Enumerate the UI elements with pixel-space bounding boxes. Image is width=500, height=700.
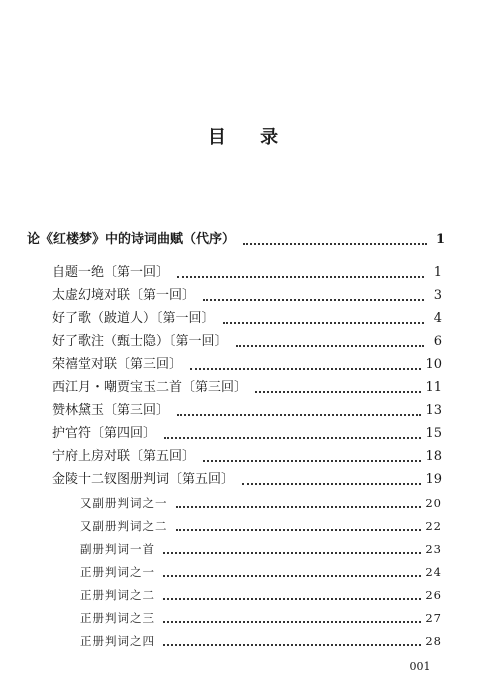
toc-leader-dots (223, 322, 424, 324)
toc-entry-page: 11 (425, 380, 442, 395)
toc-entry-page: 28 (425, 634, 442, 648)
toc-leader-dots (163, 598, 421, 600)
toc-leader-dots (242, 483, 421, 485)
toc-leader-dots (177, 414, 421, 416)
toc-entry-page: 20 (425, 496, 442, 510)
toc-subentry (80, 517, 442, 535)
toc-leader-dots (163, 621, 421, 623)
toc-entry (52, 448, 442, 466)
toc-entry (52, 333, 442, 351)
toc-entry (52, 264, 442, 282)
toc-subentry (80, 586, 442, 604)
toc-entry (52, 379, 442, 397)
toc-entry-page: 4 (433, 311, 442, 326)
toc-leader-dots (163, 552, 421, 554)
toc-entry-page: 24 (425, 565, 442, 579)
toc-entry (52, 287, 442, 305)
toc-entry (52, 402, 442, 420)
toc-subentry (80, 540, 442, 558)
toc-entry-title: 宁府上房对联〔第五回〕 (52, 449, 196, 464)
toc-entry-page: 13 (425, 403, 442, 418)
toc-leader-dots (203, 299, 424, 301)
toc-leader-dots (176, 529, 422, 531)
toc-leader-dots (203, 460, 421, 462)
toc-entry-title: 正册判词之二 (80, 588, 155, 602)
toc-entry-page: 1 (435, 232, 445, 247)
toc-entry-title: 正册判词之四 (80, 634, 155, 648)
toc-leader-dots (163, 575, 421, 577)
toc-entry-title: 西江月・嘲贾宝玉二首〔第三回〕 (52, 380, 248, 395)
toc-leader-dots (236, 345, 424, 347)
toc-entry-page: 19 (425, 472, 442, 487)
toc-entry (52, 471, 442, 489)
toc-entry-page: 10 (425, 357, 442, 372)
toc-entry-title: 好了歌注（甄士隐）〔第一回〕 (52, 334, 228, 349)
toc-entry (52, 356, 442, 374)
toc-entry-title: 又副册判词之一 (80, 496, 168, 510)
toc-entry-title: 又副册判词之二 (80, 519, 168, 533)
toc-entry-page: 27 (425, 611, 442, 625)
toc-entry-title: 赞林黛玉〔第三回〕 (52, 403, 170, 418)
toc-entry-page: 22 (425, 519, 442, 533)
toc-leader-dots (255, 391, 421, 393)
toc-entry-title: 副册判词一首 (80, 542, 155, 556)
toc-leader-dots (243, 243, 427, 245)
toc-entry-page: 3 (433, 288, 442, 303)
toc-entry-title: 论《红楼梦》中的诗词曲赋（代序） (27, 232, 236, 247)
toc-entry-title: 自题一绝〔第一回〕 (52, 265, 170, 280)
toc-entry-page: 26 (425, 588, 442, 602)
toc-entry-title: 正册判词之一 (80, 565, 155, 579)
toc-subentry (80, 563, 442, 581)
page-number: 001 (409, 660, 431, 673)
toc-entry-title: 正册判词之三 (80, 611, 155, 625)
page-title: 目 录 (207, 127, 293, 148)
toc-leader-dots (164, 437, 421, 439)
toc-entry (52, 425, 442, 443)
toc-subentry (80, 494, 442, 512)
toc-leader-dots (163, 644, 421, 646)
toc-entry (52, 310, 442, 328)
toc-entry-page: 1 (433, 265, 442, 280)
toc-entry-title: 好了歌（跛道人）〔第一回〕 (52, 311, 215, 326)
toc-entry-page: 6 (433, 334, 442, 349)
toc-entry-title: 金陵十二钗图册判词〔第五回〕 (52, 472, 235, 487)
toc-entry-page: 15 (425, 426, 442, 441)
toc-subentry (80, 609, 442, 627)
toc-subentry (80, 632, 442, 650)
toc-leader-dots (177, 276, 424, 278)
toc-entry-page: 23 (425, 542, 442, 556)
toc-entry-title: 荣禧堂对联〔第三回〕 (52, 357, 183, 372)
toc-entry-title: 太虚幻境对联〔第一回〕 (52, 288, 196, 303)
toc-leader-dots (176, 506, 422, 508)
toc-preface-entry (27, 231, 445, 249)
toc-entry-title: 护官符〔第四回〕 (52, 426, 157, 441)
toc-entry-page: 18 (425, 449, 442, 464)
toc-leader-dots (190, 368, 421, 370)
